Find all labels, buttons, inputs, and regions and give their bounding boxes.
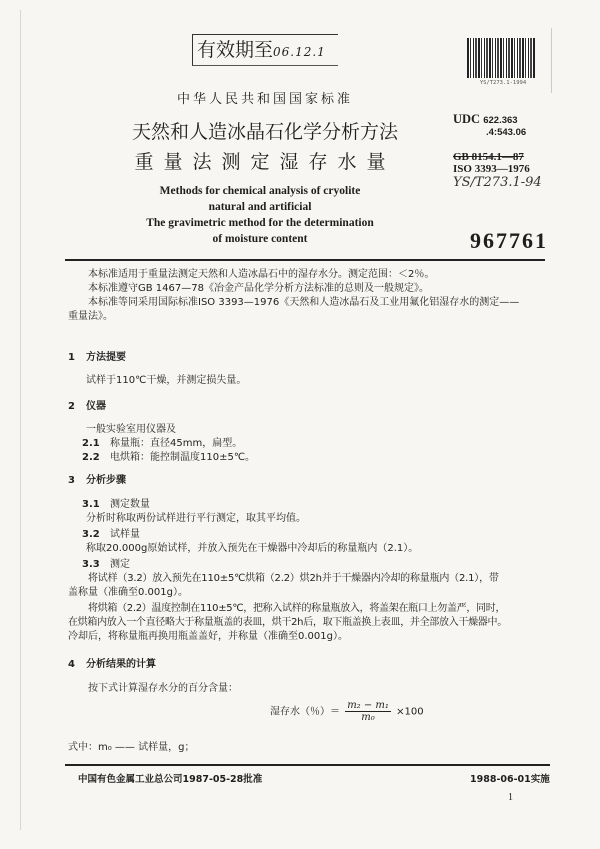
page-edge: [20, 10, 21, 830]
title-en: [110, 183, 410, 247]
list-item: 2.2 电烘箱：能控制温度110±5℃。: [82, 452, 256, 463]
intro-p3-cont: 重量法》。: [68, 311, 113, 322]
approval-date: 中国有色金属工业总公司1987-05-28批准: [78, 774, 263, 785]
section-2: [68, 400, 548, 465]
validity-stamp: [192, 34, 338, 66]
page-number: 1: [508, 792, 513, 803]
formula-fraction: [345, 700, 391, 723]
subsection-text: 冷却后，将称量瓶再换用瓶盖盖好，并称量（准确至0.001g）。: [68, 631, 348, 642]
subsection-text: 盖称量（准确至0.001g）。: [68, 587, 188, 598]
section-heading: 4 分析结果的计算: [68, 659, 156, 670]
formula-where: 式中：m₀ —— 试样量，g；: [68, 742, 195, 753]
subsection-heading: 3.3 测定: [82, 559, 130, 570]
handwritten-code: YS/T273.1-94: [453, 175, 542, 190]
subsection-text: 在烘箱内放入一个直径略大于称量瓶盖的表皿，烘干2h后，取下瓶盖换上表皿，并全部放入干燥器中。: [68, 617, 507, 628]
section-intro: 一般实验室用仪器及: [86, 424, 176, 435]
list-item: 2.1 称量瓶：直径45mm，扁型。: [82, 438, 243, 449]
footer-rule: [65, 764, 550, 766]
section-3: [68, 474, 548, 644]
intro-p2: 本标准遵守GB 1467—78《冶金产品化学分析方法标准的总则及一般规定》。: [88, 283, 429, 294]
title-cn-line2: 重量法测定湿存水量: [134, 151, 396, 173]
subsection-text: 将烘箱（2.2）温度控制在110±5℃，把称入试样的称量瓶放入，将盖架在瓶口上勿盖严，同时，: [88, 603, 506, 614]
title-en-line3: The gravimetric method for the determination: [146, 217, 374, 229]
udc-line1: 622.363: [483, 115, 518, 126]
udc-line2: .4:543.06: [486, 127, 527, 138]
title-cn-line1: 天然和人造冰晶石化学分析方法: [131, 121, 398, 143]
iso-code: ISO 3393—1976: [453, 163, 530, 175]
udc-code: [453, 113, 526, 139]
header-rule: [65, 259, 545, 261]
formula-denominator: m₀: [361, 712, 375, 723]
effective-date: 1988-06-01实施: [470, 774, 550, 785]
moisture-formula: [270, 700, 424, 723]
formula-numerator: m₂ − m₁: [347, 700, 389, 711]
title-en-line1: Methods for chemical analysis of cryolite: [159, 185, 361, 197]
title-en-line2: natural and artificial: [208, 201, 312, 213]
formula-multiplier: ×100: [396, 706, 424, 718]
title-en-line4: of moisture content: [212, 233, 308, 245]
barcode-label: YS/T273.1-1994: [479, 80, 527, 86]
barcode-icon: [467, 38, 535, 78]
national-standard-label: 中华人民共和国国家标准: [176, 92, 353, 107]
formula-lhs: 湿存水（％）＝: [270, 706, 340, 718]
stamp-date: 06.12.1: [273, 45, 326, 59]
gb-code-struck: GB 8154.1—87: [453, 151, 524, 163]
document-number: 967761: [470, 228, 548, 253]
subsection-text: 称取20.000g原始试样，并放入预先在干燥器中冷却后的称量瓶内（2.1）。: [86, 543, 419, 554]
subsection-heading: 3.1 测定数量: [82, 499, 150, 510]
udc-label: UDC: [453, 112, 481, 126]
section-heading: 1 方法提要: [68, 352, 126, 363]
intro-p3: 本标准等同采用国际标准ISO 3393—1976《天然和人造冰晶石及工业用氟化铝湿存水的测定——: [88, 297, 520, 308]
section-4: [68, 658, 548, 696]
intro-p1: 本标准适用于重量法测定天然和人造冰晶石中的湿存水分。测定范围：＜2％。: [88, 269, 435, 280]
section-1: [68, 351, 548, 388]
divider: [551, 28, 552, 93]
section-text: 按下式计算湿存水分的百分含量：: [88, 683, 238, 694]
stamp-label: 有效期至: [197, 39, 274, 61]
intro: [68, 268, 548, 324]
subsection-heading: 3.2 试样量: [82, 529, 140, 540]
section-text: 试样于110℃干燥，并测定损失量。: [86, 375, 247, 386]
section-heading: 2 仪器: [68, 401, 106, 412]
subsection-text: 将试样（3.2）放入预先在110±5℃烘箱（2.2）烘2h并于干燥器内冷却的称量瓶内（2.1），带: [88, 573, 499, 584]
section-heading: 3 分析步骤: [68, 475, 126, 486]
standard-codes: [453, 151, 530, 175]
subsection-text: 分析时称取两份试样进行平行测定，取其平均值。: [86, 513, 306, 524]
